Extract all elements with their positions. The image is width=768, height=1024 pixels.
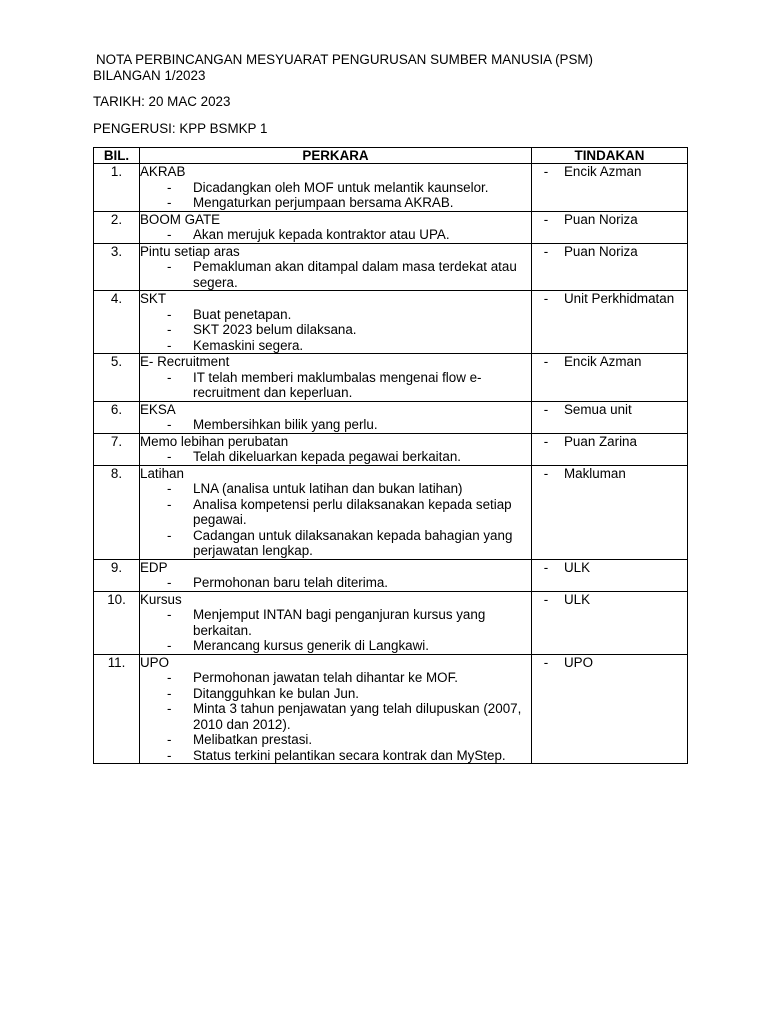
action-dash: - — [543, 243, 549, 259]
row-points — [140, 370, 531, 401]
action-entry — [532, 434, 687, 450]
table-row — [94, 164, 688, 212]
action-dash: - — [543, 211, 549, 227]
meeting-chair: PENGERUSI: KPP BSMKP 1 — [93, 121, 268, 136]
meeting-date: TARIKH: 20 MAC 2023 — [93, 94, 231, 109]
table-row — [94, 433, 688, 465]
row-tindakan — [532, 591, 688, 654]
list-item: - Akan merujuk kepada kontraktor atau UPA. — [163, 227, 531, 243]
row-tindakan — [532, 401, 688, 433]
row-topic: SKT — [140, 291, 167, 306]
action-owner: Puan Noriza — [564, 211, 638, 227]
row-topic: E- Recruitment — [140, 354, 230, 369]
action-owner: Unit Perkhidmatan — [564, 291, 675, 306]
row-tindakan — [532, 465, 688, 559]
list-item: - Permohonan baru telah diterima. — [163, 575, 531, 591]
action-entry — [532, 466, 687, 482]
list-item: - SKT 2023 belum dilaksana. — [163, 322, 531, 338]
row-number: 7. — [94, 433, 140, 465]
list-item: - Merancang kursus generik di Langkawi. — [163, 638, 531, 654]
list-item: - Cadangan untuk dilaksanakan kepada bahagian yang perjawatan lengkap. — [163, 528, 531, 559]
row-perkara — [140, 591, 532, 654]
row-number: 2. — [94, 211, 140, 243]
row-tindakan — [532, 243, 688, 291]
row-tindakan — [532, 654, 688, 764]
row-perkara — [140, 433, 532, 465]
document-title — [93, 52, 593, 83]
table-header-row — [94, 148, 688, 164]
action-owner: Encik Azman — [564, 164, 642, 179]
row-number: 5. — [94, 354, 140, 402]
action-dash: - — [543, 465, 549, 481]
action-dash: - — [543, 433, 549, 449]
table-body — [94, 164, 688, 764]
row-tindakan — [532, 211, 688, 243]
row-tindakan — [532, 354, 688, 402]
list-item: - Membersihkan bilik yang perlu. — [163, 417, 531, 433]
list-item: - Melibatkan prestasi. — [163, 732, 531, 748]
row-topic: Kursus — [140, 591, 182, 607]
action-owner: ULK — [564, 559, 591, 575]
list-item: - Ditangguhkan ke bulan Jun. — [163, 686, 531, 702]
minutes-table — [93, 147, 688, 764]
action-owner: UPO — [564, 654, 594, 670]
row-points — [140, 307, 531, 354]
list-item: - Dicadangkan oleh MOF untuk melantik kaunselor. — [163, 180, 531, 196]
action-owner: Puan Noriza — [564, 243, 638, 259]
title-line-2: BILANGAN 1/2023 — [93, 67, 206, 83]
action-entry — [532, 560, 687, 576]
action-entry — [532, 354, 687, 370]
action-dash: - — [543, 291, 549, 306]
list-item: - Permohonan jawatan telah dihantar ke MOF. — [163, 670, 531, 686]
row-number: 10. — [94, 591, 140, 654]
row-topic: EDP — [140, 559, 168, 575]
row-points — [140, 481, 531, 559]
row-points — [140, 449, 531, 465]
header-bil: BIL. — [94, 148, 140, 164]
row-tindakan — [532, 559, 688, 591]
table-row — [94, 591, 688, 654]
row-points — [140, 670, 531, 763]
list-item: - Status terkini pelantikan secara kontrak dan MyStep. — [163, 748, 531, 764]
action-entry — [532, 212, 687, 228]
action-owner: Puan Zarina — [564, 433, 637, 449]
row-perkara — [140, 465, 532, 559]
table-row — [94, 291, 688, 354]
list-item: - Mengaturkan perjumpaan bersama AKRAB. — [163, 195, 531, 211]
header-perkara: PERKARA — [140, 148, 532, 164]
list-item: - LNA (analisa untuk latihan dan bukan latihan) — [163, 481, 531, 497]
action-entry — [532, 164, 687, 180]
action-entry — [532, 402, 687, 418]
row-perkara — [140, 354, 532, 402]
row-perkara — [140, 211, 532, 243]
row-perkara — [140, 401, 532, 433]
title-line-1: NOTA PERBINCANGAN MESYUARAT PENGURUSAN SUMBER MANUSIA (PSM) — [96, 52, 594, 67]
action-entry — [532, 655, 687, 671]
action-dash: - — [543, 354, 549, 369]
list-item: - Minta 3 tahun penjawatan yang telah dilupuskan (2007, 2010 dan 2012). — [163, 701, 531, 732]
list-item: - Menjemput INTAN bagi penganjuran kursus yang berkaitan. — [163, 607, 531, 638]
row-number: 4. — [94, 291, 140, 354]
row-number: 3. — [94, 243, 140, 291]
list-item: - Analisa kompetensi perlu dilaksanakan kepada setiap pegawai. — [163, 497, 531, 528]
row-topic: Pintu setiap aras — [140, 243, 240, 259]
action-dash: - — [543, 559, 549, 575]
row-number: 1. — [94, 164, 140, 212]
action-dash: - — [543, 654, 549, 670]
table-row — [94, 401, 688, 433]
action-owner: Semua unit — [564, 401, 632, 417]
table-row — [94, 465, 688, 559]
row-points — [140, 607, 531, 654]
action-owner: Makluman — [564, 465, 626, 481]
row-points — [140, 575, 531, 591]
action-owner: ULK — [564, 591, 591, 607]
row-number: 8. — [94, 465, 140, 559]
table-row — [94, 354, 688, 402]
list-item: - IT telah memberi maklumbalas mengenai flow e-recruitment dan keperluan. — [163, 370, 531, 401]
row-tindakan — [532, 433, 688, 465]
list-item: - Buat penetapan. — [163, 307, 531, 323]
row-points — [140, 227, 531, 243]
action-entry — [532, 291, 687, 307]
row-points — [140, 417, 531, 433]
row-number: 11. — [94, 654, 140, 764]
row-perkara — [140, 291, 532, 354]
list-item: - Pemakluman akan ditampal dalam masa terdekat atau segera. — [163, 259, 531, 290]
row-perkara — [140, 164, 532, 212]
row-perkara — [140, 559, 532, 591]
row-topic: UPO — [140, 654, 170, 670]
row-perkara — [140, 243, 532, 291]
header-tindakan: TINDAKAN — [532, 148, 688, 164]
row-number: 9. — [94, 559, 140, 591]
action-owner: Encik Azman — [564, 354, 642, 369]
action-dash: - — [543, 164, 549, 179]
table-row — [94, 243, 688, 291]
row-topic: Latihan — [140, 465, 184, 481]
list-item: - Kemaskini segera. — [163, 338, 531, 354]
row-topic: BOOM GATE — [140, 211, 221, 227]
row-points — [140, 180, 531, 211]
action-dash: - — [543, 401, 549, 417]
row-tindakan — [532, 164, 688, 212]
row-number: 6. — [94, 401, 140, 433]
row-topic: EKSA — [140, 401, 176, 417]
row-points — [140, 259, 531, 290]
action-entry — [532, 244, 687, 260]
row-tindakan — [532, 291, 688, 354]
list-item: - Telah dikeluarkan kepada pegawai berkaitan. — [163, 449, 531, 465]
row-perkara — [140, 654, 532, 764]
row-topic: AKRAB — [140, 164, 186, 179]
action-entry — [532, 592, 687, 608]
action-dash: - — [543, 591, 549, 607]
table-row — [94, 211, 688, 243]
table-row — [94, 559, 688, 591]
row-topic: Memo lebihan perubatan — [140, 433, 289, 449]
table-row — [94, 654, 688, 764]
